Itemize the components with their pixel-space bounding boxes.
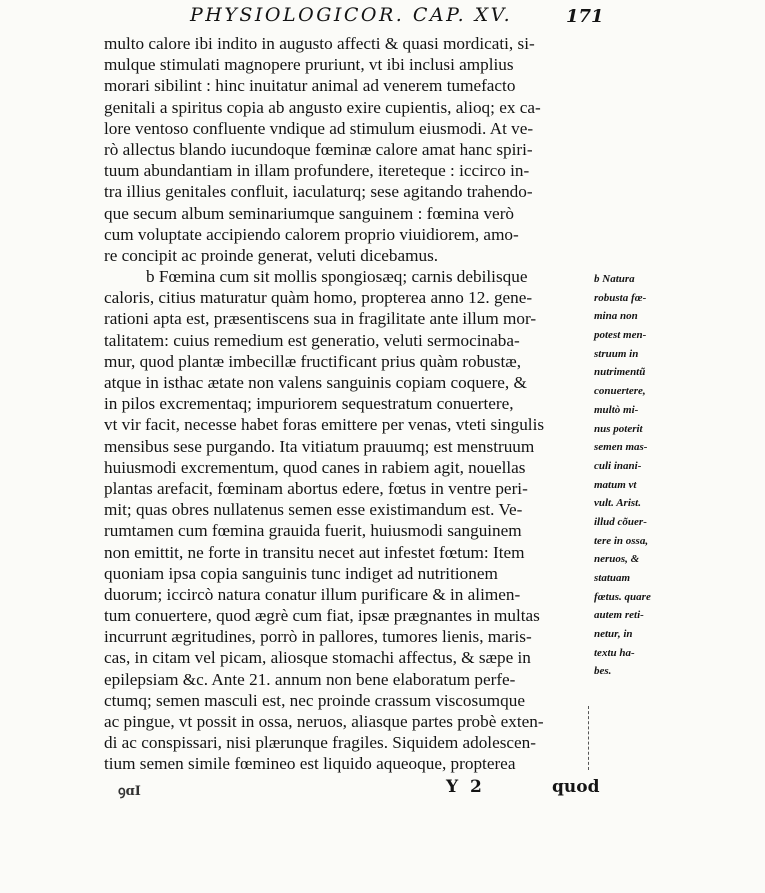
text-line: lore ventoso confluente vndique ad stimulum eiusmodi. At ve- [104,118,534,138]
paragraph-start-line: b Fœmina cum sit mollis spongiosæq; carnis debilisque [146,267,528,287]
text-line: quoniam ipsa copia sanguinis tunc indiget ad nutritionem [104,563,498,583]
marginal-note-line: culi inani- [594,459,642,472]
marginal-note-line: statuam [594,572,631,584]
text-line: non emittit, ne forte in transitu necet aut infestet fœtum: Item [104,542,525,562]
running-head: PHYSIOLOGICOR. CAP. XV. [190,4,513,26]
text-line: mensibus sese purgando. Ita vitiatum prauumq; est menstruum [104,436,535,456]
marginal-note-line: vult. Arist. [594,497,641,510]
margin-bracket-mark [588,706,592,770]
text-line: tuum abundantiam in illam profundere, itereteque : iccirco in- [104,161,530,181]
marginal-note-line: matum vt [594,478,637,491]
text-line: que secum album seminariumque sanguinem : fœmina verò [104,203,515,223]
marginal-note-line: conuertere, [594,385,646,398]
marginal-note-line: illud cõuer- [594,515,647,528]
text-line: mulque stimulati magnopere pruriunt, vt ibi inclusi amplius [104,55,514,75]
marginal-note-line: mina non [594,310,638,323]
signature-mark: Y 2 [446,777,485,797]
text-line: mit; quas obres nullatenus semen esse existimandum est. Ve- [104,500,523,520]
text-line: epilepsiam &c. Ante 21. annum non bene elaboratum perfe- [104,669,516,689]
marginal-note-line: textu ha- [594,646,635,659]
text-line: talitatem: cuius remedium est generatio, veluti sermocinaba- [104,330,520,350]
text-line: ac pingue, vt possit in ossa, neruos, aliasque partes probè exten- [104,712,544,731]
text-line: plantas arefacit, fœminam abortus edere, fœtus in ventre peri- [104,478,528,498]
text-line: mur, quod plantæ imbecillæ fructificant prius quàm robustæ, [104,351,521,371]
text-line: atque in isthac ætate non valens sanguinis copiam coquere, & [104,373,527,392]
text-line: caloris, citius maturatur quàm homo, propterea anno 12. gene- [104,288,533,308]
text-line: rò allectus blando iucundoque fœminæ calore amat hanc spiri- [104,139,533,159]
marginal-note-line: bes. [594,665,612,678]
text-line: tra illius genitales confluit, iaculaturq; sese agitando trahendo- [104,182,533,202]
text-line: genitali a spiritus copia ab angusto exire cupientis, alioq; ex ca- [104,97,541,117]
marginal-note-line: nutrimentũ [594,366,646,379]
text-line: rumtamen cum fœmina grauida fuerit, huiusmodi sanguinem [104,521,522,541]
text-line: duorum; iccircò natura conatur illum purificare & in alimen- [104,584,521,604]
marginal-note-line: multò mi- [594,403,639,416]
catchword: quod [552,777,600,797]
marginal-note-line: b Natura [594,273,635,285]
main-text-block [104,33,599,775]
page-footer [0,777,765,801]
marginal-note-line: netur, in [594,628,633,641]
marginal-note-line: struum in [594,347,639,360]
marginal-note-line: nus poterit [594,422,643,435]
marginal-note-line: fœtus. quare [594,590,651,603]
marginal-note-line: neruos, & [594,553,640,566]
marginal-note-line: robusta fœ- [594,291,647,304]
text-line: cas, in citam vel picam, aliosque stomachi affectus, & sæpe in [104,648,531,668]
marginal-note-line: potest men- [594,329,647,342]
text-line: multo calore ibi indito in augusto affecti & quasi mordicati, si- [104,34,535,53]
text-line: in pilos excrementaq; impuriorem sequestratum conuertere, [104,394,514,414]
marginal-note [594,270,664,681]
text-line: re concipit ac proinde generat, veluti dicebamus. [104,245,439,265]
marginal-note-line: semen mas- [594,441,648,454]
text-line: tum conuertere, quod ægrè cum fiat, ipsæ prægnantes in multas [104,606,540,626]
text-line: di ac conspissari, nisi plærunque fragiles. Siquidem adolescen- [104,733,536,753]
text-line: cum voluptate accipiendo calorem proprio viuidiorem, amo- [104,224,519,244]
text-line: tium semen simile fœmineo est liquido aqueoque, propterea [104,754,516,774]
text-line: huiusmodi excrementum, quod canes in rabiem agit, nouellas [104,457,526,477]
text-line: ctumq; semen masculi est, nec proinde crassum viscosumque [104,690,525,710]
marginal-note-line: tere in ossa, [594,534,649,547]
text-line: rationi apta est, præsentiscens sua in fragilitate ante illum mor- [104,309,537,329]
press-mark: ꝯɑI [118,784,141,799]
marginal-note-line: autem reti- [594,609,644,622]
text-line: morari sibilint : hinc inuitatur animal ad venerem tumefacto [104,76,516,96]
page-number: 171 [566,6,604,27]
text-line: vt vir facit, necesse habet foras emittere per venas, vteti singulis [104,415,545,435]
text-line: incurrunt ægritudines, porrò in pallores, tumores lienis, maris- [104,627,532,647]
